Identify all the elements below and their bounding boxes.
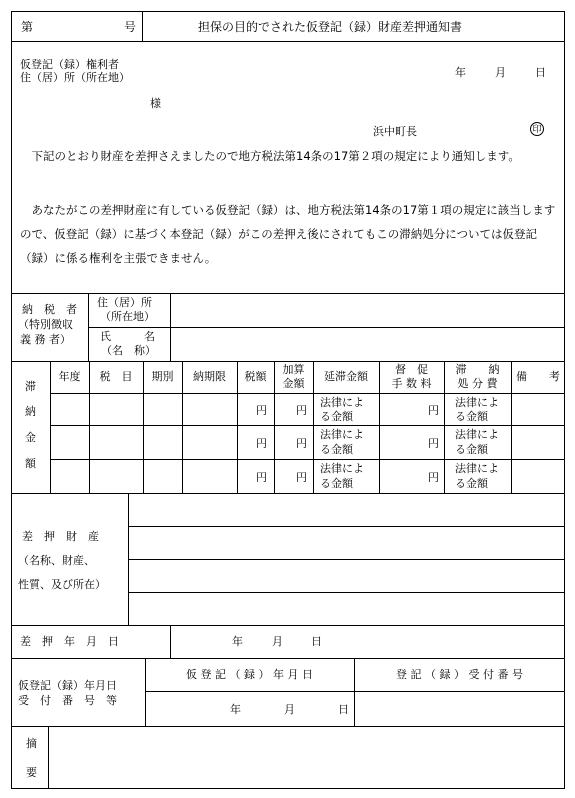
taxpayer-address-label-line2: （所在地） [100,310,155,323]
row-delinquency-note-line2: る金額 [320,443,353,456]
seizure-date-divider [170,625,171,658]
col-header-fee: 督 促 [395,363,428,376]
row-fee-unit: 円 [428,404,439,417]
property-line-field[interactable] [130,528,562,557]
col-header-additional: 加算 [282,363,305,376]
seizure-date-bottom-line [11,658,565,659]
row-fee-unit: 円 [428,437,439,450]
registration-label: 仮登記（録）年月日 [18,679,117,692]
taxpayer-label: 納 税 者 [22,303,77,316]
holder-name-field[interactable] [20,92,145,112]
col-header-disposition: 滞 納 [455,363,500,376]
property-label: 差 押 財 産 [22,530,99,543]
taxpayer-label-line3: 義 務 者） [20,333,71,346]
property-label-line2: （名称、財産、 [18,554,95,567]
col-header-year: 年度 [58,370,81,383]
holder-label: 仮登記（録）権利者 [20,58,119,71]
col-header-period: 期別 [151,370,174,383]
row-disposition-note: 法律によ [455,462,499,475]
summary-label: 摘 [26,737,37,750]
taxpayer-name-field[interactable] [172,329,562,359]
col-header-remarks: 備 考 [516,370,560,383]
seizure-date-label: 差 押 年 月 日 [20,635,119,648]
col-header-delinquency: 延滞金額 [324,370,368,383]
row-delinquency-note: 法律によ [320,462,364,475]
row-delinquency-note-line2: る金額 [320,410,353,423]
row-disposition-note: 法律によ [455,428,499,441]
body-bottom-line [11,293,565,294]
taxpayer-address-label: 住（居）所 [97,296,152,309]
arrears-bottom-line [11,493,565,494]
taxpayer-name-label: 氏 名 [100,330,155,343]
col-header-tax-item: 税 目 [99,370,133,383]
seizure-day: 日 [311,635,322,648]
registration-year: 年 [230,703,241,716]
row-disposition-note-line2: る金額 [455,410,488,423]
number-suffix: 号 [124,20,137,34]
row-delinquency-note: 法律によ [320,396,364,409]
col-header-tax-amount: 税額 [244,370,267,383]
summary-divider [48,726,49,789]
summary-label-line2: 要 [26,766,37,779]
row-additional-unit: 円 [296,404,307,417]
form-title: 担保の目的でされた仮登記（録）財産差押通知書 [198,20,463,34]
property-label-line3: 性質、及び所在） [18,578,106,591]
row-delinquency-note: 法律によ [320,428,364,441]
arrears-side-label: 金 [25,431,36,444]
taxpayer-name-label-line2: （名 称） [101,344,156,357]
arrears-side-label: 額 [25,457,36,470]
row-tax-unit: 円 [256,471,267,484]
col-header-due-date: 納期限 [193,370,226,383]
registration-bottom-line [11,726,565,727]
property-line-field[interactable] [130,594,562,623]
property-line-field[interactable] [130,561,562,590]
property-line [128,592,565,593]
date-month: 月 [495,66,506,79]
row-tax-unit: 円 [256,404,267,417]
seizure-year: 年 [232,635,243,648]
registration-month: 月 [284,703,295,716]
arrears-side-label: 滞 [25,380,36,393]
row-additional-unit: 円 [296,471,307,484]
row-fee-unit: 円 [428,471,439,484]
property-bottom-line [11,625,565,626]
col-header-fee-line2: 手 数 料 [391,377,432,390]
registration-mid-line [145,691,565,692]
document-number-field[interactable] [40,15,120,37]
registration-label-line2: 受 付 番 号 等 [18,694,117,707]
registration-number-field[interactable] [356,693,562,724]
header-divider [142,11,143,41]
col-header-disposition-line2: 処 分 費 [457,377,498,390]
seizure-date-field[interactable] [172,627,562,656]
seizure-month: 月 [272,635,283,648]
notice-paragraph-1: 下記のとおり財産を差押さえましたので地方税法第14条の17第２項の規定により通知します。 [20,149,520,163]
address-label: 住（居）所（所在地） [20,71,130,84]
row-disposition-note: 法律によ [455,396,499,409]
date-year: 年 [455,66,466,79]
arrears-row-1[interactable] [51,394,236,424]
row-additional-unit: 円 [296,437,307,450]
row-disposition-note-line2: る金額 [455,477,488,490]
date-day: 日 [535,66,546,79]
summary-field[interactable] [50,728,562,786]
holder-address-field[interactable] [160,56,430,86]
registration-number-header: 登 記 （ 録 ） 受 付 番 号 [396,668,523,681]
taxpayer-label-line2: （特別徴収 [18,318,73,331]
registration-day: 日 [338,703,349,716]
arrears-row-2[interactable] [51,426,236,458]
taxpayer-bottom-line [11,361,565,362]
arrears-side-label: 納 [25,405,36,418]
taxpayer-address-field[interactable] [172,295,562,325]
number-prefix: 第 [21,20,34,34]
property-line [128,526,565,527]
notice-paragraph-2: あなたがこの差押財産に有している仮登記（録）は、地方税法第14条の17第１項の規定に該当しますので、仮登記（録）に基づく本登記（録）がこの差押え後にされてもこの滞納処分については仮登記（録）に係る権利を主張できません。 [20,203,556,265]
header-bottom-line [11,41,565,42]
col-header-additional-line2: 金額 [282,377,305,390]
row-delinquency-note-line2: る金額 [320,477,353,490]
property-line-field[interactable] [130,495,562,524]
row-tax-unit: 円 [256,437,267,450]
row-disposition-note-line2: る金額 [455,443,488,456]
registration-date-field[interactable] [147,693,352,724]
taxpayer-mid-line [88,327,565,328]
registration-date-header: 仮 登 記 （ 録 ） 年 月 日 [186,668,313,681]
arrears-row-3[interactable] [51,460,236,492]
issuer-seal-stamp: 印 [530,122,544,136]
honorific: 様 [150,97,161,110]
property-line [128,559,565,560]
issuer-name: 浜中町長 [373,125,417,138]
